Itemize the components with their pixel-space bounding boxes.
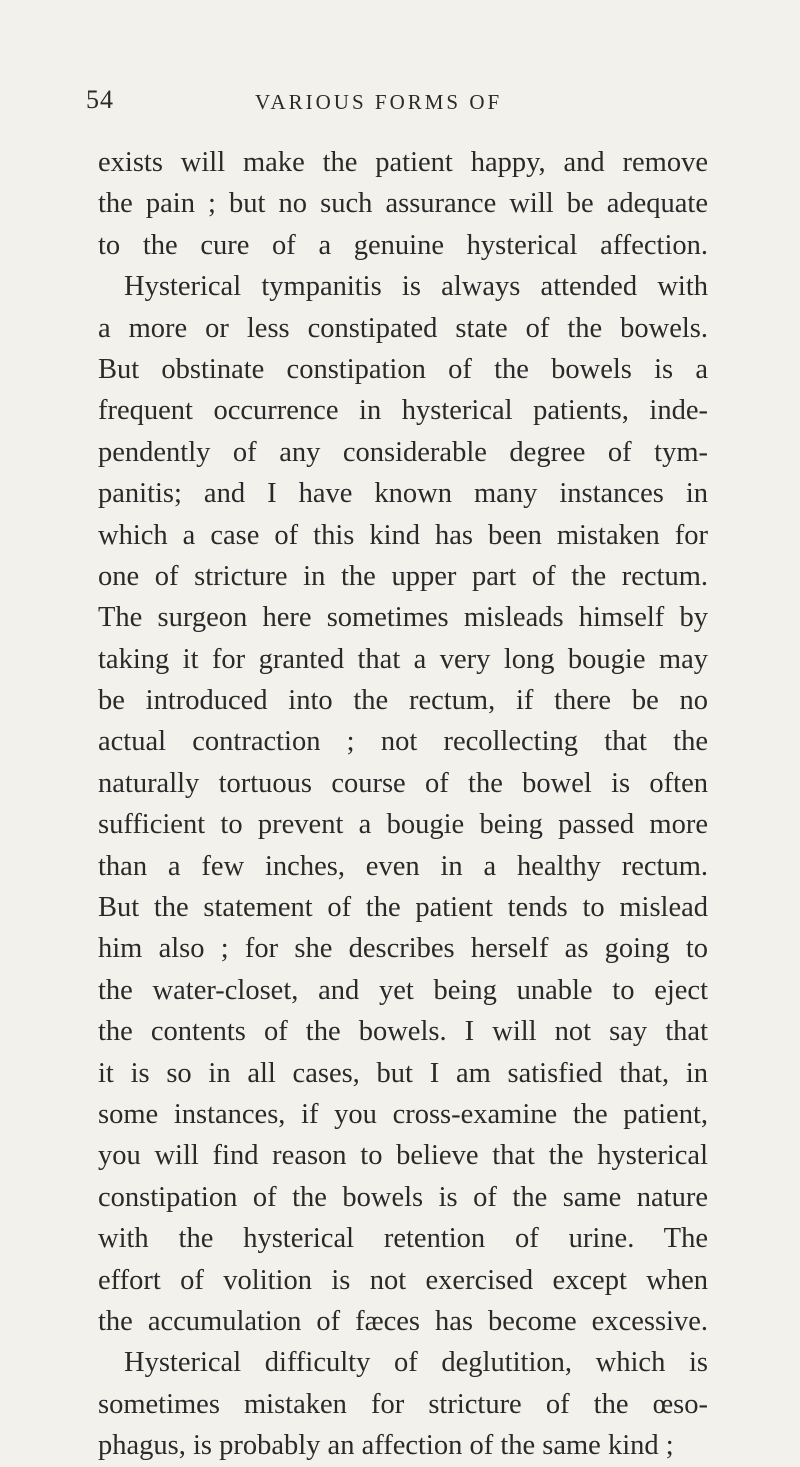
text-line: But obstinate constipation of the bowels is a (98, 353, 708, 385)
text-line: sometimes mistaken for stricture of the œso- (98, 1388, 708, 1420)
text-line: you will find reason to believe that the hysterical (98, 1140, 708, 1172)
text-line: a more or less constipated state of the bowels. (98, 312, 708, 344)
body-text (98, 142, 708, 1467)
text-line: Hysterical difficulty of deglutition, which is (124, 1347, 708, 1379)
text-line: with the hysterical retention of urine. The (98, 1223, 708, 1255)
text-line: The surgeon here sometimes misleads himself by (98, 602, 708, 634)
text-line: effort of volition is not exercised except when (98, 1264, 708, 1296)
text-line: the contents of the bowels. I will not say that (98, 1016, 708, 1048)
text-line: But the statement of the patient tends to mislead (98, 892, 708, 924)
text-line: which a case of this kind has been mistaken for (98, 519, 708, 551)
text-line: naturally tortuous course of the bowel is often (98, 767, 708, 799)
text-line: the accumulation of fæces has become excessive. (98, 1305, 708, 1337)
text-line: one of stricture in the upper part of the rectum. (98, 560, 708, 592)
text-line: the pain ; but no such assurance will be adequate (98, 188, 708, 220)
text-line: to the cure of a genuine hysterical affection. (98, 229, 708, 261)
text-line: frequent occurrence in hysterical patients, inde- (98, 395, 708, 427)
text-line: it is so in all cases, but I am satisfied that, in (98, 1057, 708, 1089)
text-line: than a few inches, even in a healthy rectum. (98, 850, 708, 882)
text-line: the water-closet, and yet being unable to eject (98, 974, 708, 1006)
running-head: VARIOUS FORMS OF (255, 90, 503, 114)
text-line: exists will make the patient happy, and remove (98, 147, 708, 178)
page-number: 54 (86, 85, 114, 114)
text-line: be introduced into the rectum, if there be no (98, 685, 708, 717)
text-line: him also ; for she describes herself as going to (98, 933, 708, 965)
text-line: taking it for granted that a very long bougie may (98, 643, 708, 675)
text-line: panitis; and I have known many instances in (98, 478, 708, 510)
text-line: phagus, is probably an affection of the same kind ; (98, 1430, 674, 1462)
text-line: sufficient to prevent a bougie being passed more (98, 809, 708, 841)
text-line: pendently of any considerable degree of tym- (98, 436, 708, 468)
text-line: some instances, if you cross-examine the patient, (98, 1098, 708, 1130)
text-line: actual contraction ; not recollecting that the (98, 726, 708, 758)
text-line: Hysterical tympanitis is always attended with (124, 271, 708, 303)
text-line: constipation of the bowels is of the same nature (98, 1181, 708, 1213)
